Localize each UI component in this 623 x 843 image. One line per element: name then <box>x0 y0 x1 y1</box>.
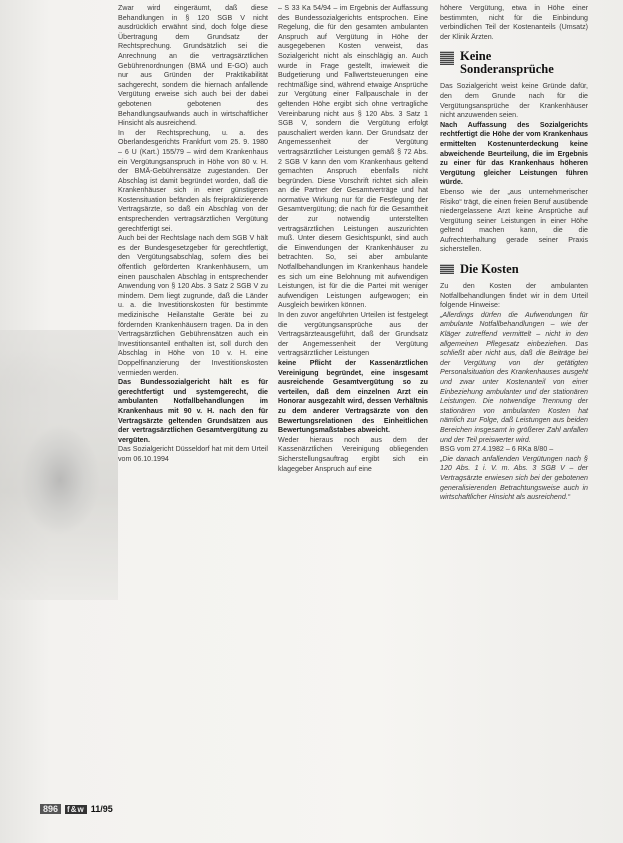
heading-marker-icon <box>440 51 454 65</box>
paragraph: – S 33 Ka 54/94 – im Ergebnis der Auffassung des Bundessozialgerichts entsprochen. Eine Regelung, die für den gesamten ambulanten Anspruch auf Vergütung in Höhe der ausgegebenen Kosten verweist, das Sozialgericht nicht als einschlägig an. Auch wurde in Frage gestellt, inwieweit die Budgetierung und Fallwertsteuerungen eine rechtmäßige sind, während etwaige Ansprüche zur Vergütung einer Fallpauschale in der geltenden Höhe ergibt sich ohne vertragliche Vereinbarung nicht aus § 120 Abs. 3 Satz 1 SGB V, sondern die Vergütung erfolgt pauschaliert werden kann. Der Grundsatz der Angemessenheit der Vergütung vertragsärztlicher Leistungen gemäß § 72 Abs. 2 SGB V kann den vom Krankenhaus geltend gemachten Anspruch ebenfalls nicht begründen. Diese Vorschrift richtet sich allein an die Partner der Gesamtverträge und hat normative Wirkung nur für die Festlegung der Gesamtvergütung; die nach für die Gesamtheit der zur notwendig unterstellten vertragsärztlichen Leistungen auszurichten muß. Unter diesem Gesichtspunkt, sind auch die Einwendungen der Krankenhäuser zu betrachten. So, sei aber ambulante Notfallbehandlungen im Krankenhaus handele es sich um eine Belohnung mit aufwendigen Leistungen, ist für die die Partei mit weniger aufwendigen Leistungen aufgewogen; ein Ausgleich bewirken können. <box>278 4 428 310</box>
section-heading <box>440 50 588 76</box>
paragraph: Das Sozialgericht weist keine Gründe dafür, den dem Grunde nach für die Vergütungsansprüche der Krankenhäuser nicht anzuwenden seien. <box>440 82 588 120</box>
page-number: 896 <box>40 804 61 814</box>
journal-logo: f&w <box>67 804 85 814</box>
bold-paragraph: Das Bundessozialgericht hält es für gerechtfertigt und systemgerecht, die ambulanten Notfallbehandlungen im Krankenhaus mit 90 v. H. nach den für Vertragsärzte geltenden Grundsätzen aus der vertragsärztlichen Gesamtvergütung zu vergüten. <box>118 378 268 444</box>
heading-text: Die Kosten <box>460 262 519 277</box>
paragraph: In der Rechtsprechung, u. a. des Oberlandesgerichts Frankfurt vom 25. 9. 1980 – 6 U (Kart.) 155/79 – wird dem Krankenhaus ein Vergütungsanspruch in Höhe von 80 v. H. der BMÄ-Gebührensätze zugestanden. Der Abschlag ist damit begründet worden, daß die Krankenhäuser sich in einer günstigeren Kostensituation befänden als freipraktizierende Vertragsärzte, so daß ein Abschlag von der entsprechenden vertragsärztlichen Vergütung gerechtfertigt sei. <box>118 128 268 233</box>
paragraph: höhere Vergütung, etwa in Höhe einer bestimmten, nicht für die Einbindung verbindlichen Teil der Kostenanteils (Umsatz) der Klinik Ärzten. <box>440 4 588 41</box>
paragraph: Ebenso wie der „aus unternehmerischer Risiko“ trägt, die einen freien Beruf ausübende niedergelassene Arzt keine Ansprüche auf Vergütung seiner Leistungen in einer Höhe geltend machen kann, die die Aufrechterhaltung gerade seiner Praxis sicherstellen. <box>440 187 588 254</box>
citation: BSG vom 27.4.1982 – 6 RKa 8/80 – <box>440 445 554 454</box>
issue-label: 11/95 <box>90 804 113 814</box>
paragraph: Zu den Kosten der ambulanten Notfallbehandlungen findet wir in dem Urteil folgende Hinweise: <box>440 282 588 310</box>
bold-paragraph: keine Pflicht der Kassenärztlichen Vereinigung begründet, eine insgesamt ausreichende Gesamtvergütung so zu verteilen, daß dem einzelnen Arzt ein Honorar ausgezahlt wird, dessen Verhältnis zu dem anderer Vertragsärzte von den Bewertungsrelationen des Einheitlichen Bewertungsmaßstabes abweicht. <box>278 358 428 435</box>
bold-paragraph: Nach Auffassung des Sozialgerichts rechtfertigt die Höhe der vom Krankenhaus ermittelten Kostenunterdeckung keine abweichende Beurteilung, die im Ergebnis zu einer für das Krankenhaus höheren Vergütung gleicher Leistungen führen würde. <box>440 120 588 187</box>
paragraph: In den zuvor angeführten Urteilen ist festgelegt die vergütungsansprüche aus der Vertragsärzteausgeführt, daß der Grundsatz der Angemessenheit der Vergütung vertragsärztlicher Leistungen <box>278 311 428 358</box>
column-3 <box>440 4 588 503</box>
paragraph: Weder hieraus noch aus dem der Kassenärztlichen Vereinigung obliegenden Sicherstellungsauftrag ergibt sich ein klagegeber Anspruch auf eine <box>278 435 428 473</box>
section-heading <box>440 263 588 276</box>
column-1 <box>118 4 268 465</box>
paragraph: Zwar wird eingeräumt, daß diese Behandlungen in § 120 SGB V nicht ausdrücklich erwähnt sind, doch folge diese Übertragung dem Grundsatz der Rechtsprechung. Grundsätzlich sei die Anrechnung an die vertragsärztlichen Gebührenordnungen (BMÄ und E-GO) auch nur aus Gründen der Praktikabilität sachgerecht, sondern die hiernach anfallende Vergütung erweise sich auch bei der dabei gebotenen gebotenen des Behandlungsaufwands auch in wirtschaftlicher Hinsicht als ausreichend. <box>118 4 268 128</box>
column-2 <box>278 4 428 474</box>
faded-photo <box>0 330 118 600</box>
quote: „Die danach anfallenden Vergütungen nach § 120 Abs. 1 i. V. m. Abs. 3 SGB V – der Vertragsärzte erwiesen sich bei der gebotenen generalisierenden Betrachtungsweise auch in wirtschaftlicher Hinsicht als ausreichend.“ <box>440 454 588 502</box>
page-footer <box>40 804 113 814</box>
paragraph: Auch bei der Rechtslage nach dem SGB V hält es der Bundesgesetzgeber für gerechtfertigt, den Vergütungsabschlag, sofern dies bei öffentlich geförderten Krankenhäusern, um einen pauschalen Abschlag in entsprechender Anwendung von § 120 Abs. 3 Satz 2 SGB V zu mindern. Dem liegt zugrunde, daß die Länder u. a. die Investitionskosten für bestimmte medizinische Heilanstalte Geräte bei zu fördernden Krankenhäusern tragen. Da in den Vertragsärztlichen Gebührensätzen auch ein Investitionsanteil enthalten ist, soll durch den Abschlag in Höhe von 10 v. H. eine Doppelfinanzierung der Investitionskosten vermieden werden. <box>118 234 268 377</box>
quote: „Allerdings dürfen die Aufwendungen für ambulante Notfallbehandlungen – wie der Kläger zutreffend vermittelt – nicht in den allgemeinen Pflegesatz einbeziehen. Das schließt aber nicht aus, daß die Beiträge bei der Vergütung von der getätigten Personalsituation des Krankenhauses ausgeht und zwar unter Kostenanteil von einer Einbeziehung ambulanter und der stationären Leistungen. Die notwendige Trennung der stationären von ambulanten Kosten hat nämlich zur Folge, daß Leistungen aus beiden Bereichen insgesamt in größerer Zahl anfallen und der Teil preiswerter wird. <box>440 310 588 444</box>
heading-marker-icon <box>440 264 454 274</box>
paragraph: Das Sozialgericht Düsseldorf hat mit dem Urteil vom 06.10.1994 <box>118 445 268 463</box>
heading-text: Keine Sonderansprüche <box>460 49 554 77</box>
